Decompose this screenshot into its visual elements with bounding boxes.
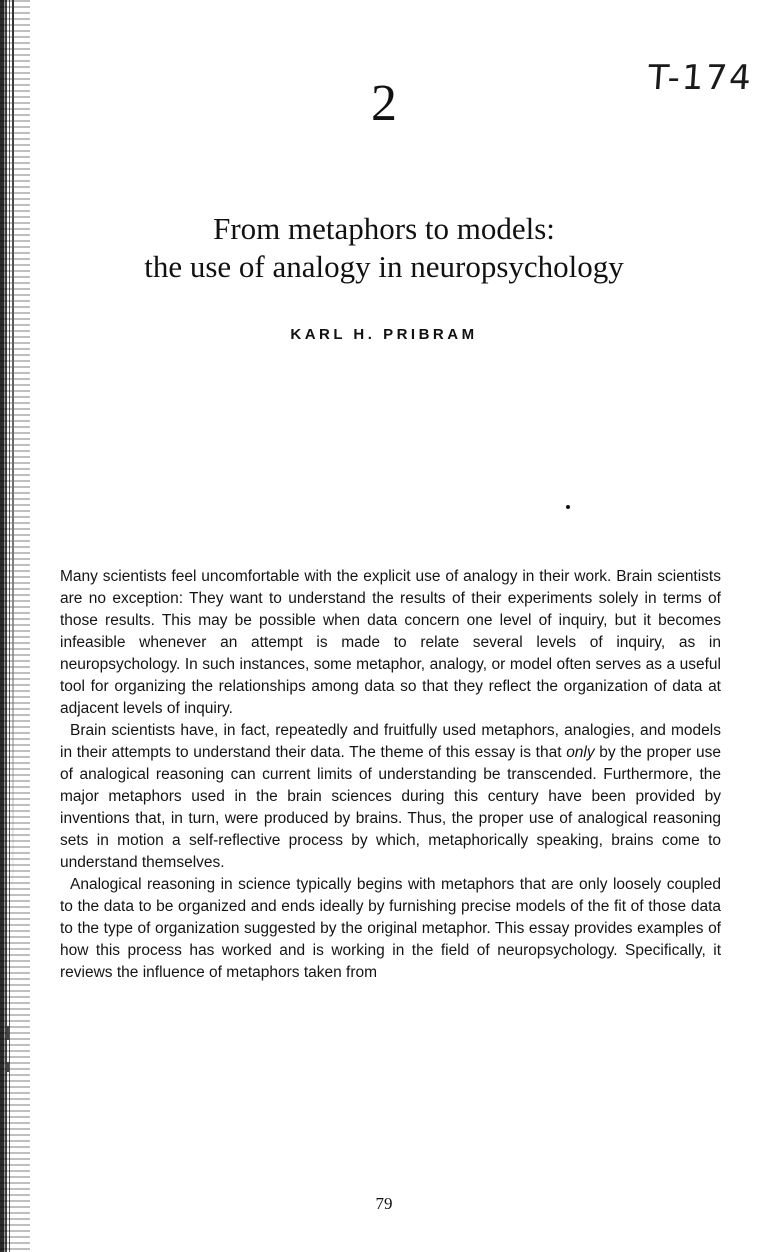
chapter-number: 2	[371, 75, 397, 132]
page-number: 79	[375, 1194, 393, 1213]
paragraph-2-text-a: Brain scientists have, in fact, repeatedly and fruitfully used metaphors, analogies, and models in their attempts to understand their data. The theme of this essay is that	[60, 722, 721, 761]
paragraph-3: Analogical reasoning in science typically begins with metaphors that are only loosely coupled to the data to be organized and ends ideally by furnishing precise models of the fit of those data to the type of organization suggested by the original metaphor. This essay provides examples of how this process has worked and is working in the field of neuropsychology. Specifically, it reviews the influence of metaphors taken from	[60, 876, 721, 981]
scan-speck	[566, 505, 570, 509]
scan-edge-mark	[7, 1026, 9, 1040]
handwritten-catalog-note: T-174	[646, 58, 755, 98]
paragraph-2-emphasis: only	[566, 744, 595, 761]
scan-binding-edge	[0, 0, 30, 1252]
chapter-title	[80, 210, 688, 286]
paragraph-2-text-b: by the proper use of analogical reasoning can current limits of understanding be transcended. Furthermore, the major metaphors used in the brain sciences during this century have been provided by inventions that, in turn, were produced by brains. Thus, the proper use of analogical reasoning sets in motion a self-reflective process by which, metaphorically speaking, brains come to understand themselves.	[60, 744, 721, 871]
author-name: KARL H. PRIBRAM	[290, 326, 478, 343]
body-text	[60, 566, 721, 984]
chapter-title-line-2: the use of analogy in neuropsychology	[144, 249, 624, 284]
paragraph-1: Many scientists feel uncomfortable with the explicit use of analogy in their work. Brain scientists are no exception: They want to understand the results of their experiments solely in terms of those results. This may be possible when data concern one level of inquiry, but it becomes infeasible whenever an attempt is made to relate several levels of inquiry, as in neuropsychology. In such instances, some metaphor, analogy, or model often serves as a useful tool for organizing the relationships among data so that they reflect the organization of data at adjacent levels of inquiry.	[60, 568, 721, 717]
chapter-title-line-1: From metaphors to models:	[213, 211, 555, 246]
scan-edge-mark	[7, 1062, 9, 1072]
paragraph-2	[60, 720, 721, 874]
